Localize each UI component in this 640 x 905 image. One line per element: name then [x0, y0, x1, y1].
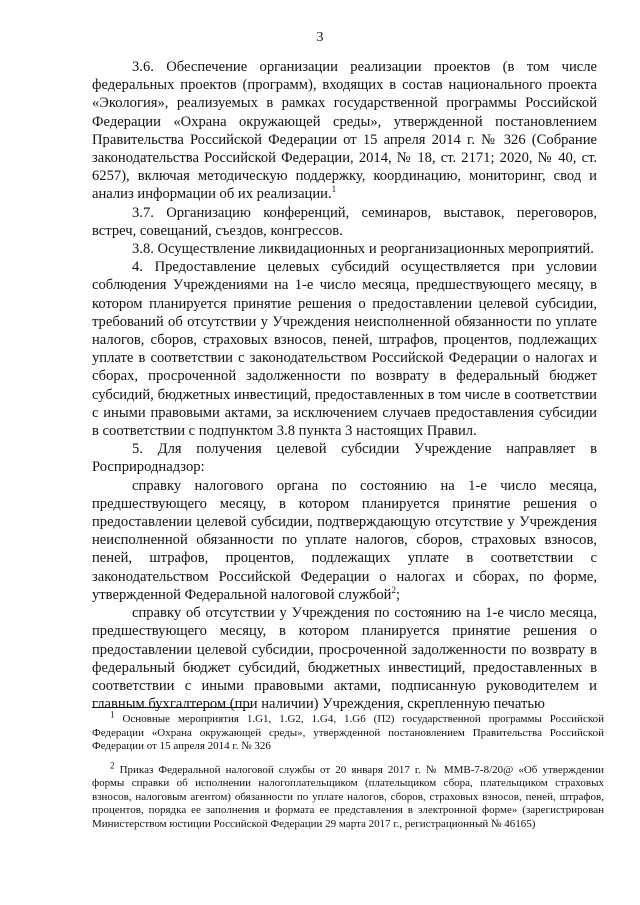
- footnote-1: [92, 709, 604, 754]
- footnote-ref: 1: [331, 184, 337, 195]
- footnote-text: Приказ Федеральной налоговой службы от 20 января 2017 г. № ММВ-7-8/20@ «Об утверждении формы справки об исполнении налогоплательщиком (плательщиком сбора, плательщиком страховых взносов, налоговым агентом) обязанности по уплате налогов, сборов, страховых взносов, пеней, штрафов, процентов, порядка ее заполнения и формата ее представления в электронной форме» (зарегистрирован Министерством юстиции Российской Федерации 29 марта 2017 г., регистрационный № 46165): [92, 763, 605, 830]
- paragraph-text: 4. Предоставление целевых субсидий осуществляется при условии соблюдения Учреждениями на 1-е число месяца, предшествующего месяцу, в котором планируется принятие решения о предоставлении целевой субсидии, требований об отсутствии у Учреждения неисполненной обязанности по уплате налогов, сборов, страховых взносов, пеней, штрафов, процентов, подлежащих уплате в соответствии с законодательством Российской Федерации о налогах и сборах, просроченной задолженности по возврату в федеральный бюджет субсидий, бюджетных инвестиций, предоставленных в том числе в соответствии с иными правовыми актами, за исключением случаев предоставления субсидии в соответствии с подпунктом 3.8 пункта 3 настоящих Правил.: [92, 259, 597, 440]
- body-text: [92, 58, 597, 713]
- paragraph-text: справку об отсутствии у Учреждения по состоянию на 1-е число месяца, предшествующего месяцу, в котором планируется принятие решения о предоставлении целевой субсидии, просроченной задолженности по возврату в федеральный бюджет субсидий, бюджетных инвестиций, предоставленных в соответствии с иными правовыми актами, подписанную руководителем и главным бухгалтером (при наличии) Учреждения, скрепленную печатью: [92, 605, 597, 713]
- paragraph-tail: ;: [396, 586, 401, 603]
- paragraph-4: [92, 258, 597, 440]
- paragraph-text: 3.8. Осуществление ликвидационных и реорганизационных мероприятий.: [132, 241, 594, 258]
- page-number: 3: [316, 30, 324, 45]
- paragraph-text: 5. Для получения целевой субсидии Учреждение направляет в Росприроднадзор:: [92, 441, 597, 476]
- paragraph-text: 3.6. Обеспечение организации реализации проектов (в том числе федеральных проектов (программ), входящих в состав национального проекта «Экология», реализуемых в рамках государственной программы Российской Федерации «Охрана окружающей среды», утвержденной постановлением Правительства Российской Федерации от 15 апреля 2014 г. № 326 (Собрание законодательства Российской Федерации, 2014, № 18, ст. 2171; 2020, № 40, ст. 6257), включая методическую поддержку, координацию, мониторинг, свод и анализ информации об их реализации.: [92, 59, 597, 203]
- paragraph-text: 3.7. Организацию конференций, семинаров, выставок, переговоров, встреч, совещаний, съездов, конгрессов.: [92, 204, 597, 239]
- footnotes: [92, 709, 605, 841]
- paragraph-3-8: [92, 240, 597, 258]
- paragraph-tax-certificate: [92, 477, 597, 604]
- footnote-text: Основные мероприятия 1.G1, 1.G2, 1.G4, 1.G6 (П2) государственной программы Российской Федерации «Охрана окружающей среды», утвержденной постановлением Правительства Российской Федерации от 15 апреля 2014 г. № 326: [92, 713, 604, 752]
- paragraph-debt-certificate: [92, 604, 597, 713]
- footnote-ref: 2: [391, 585, 396, 596]
- footnote-mark: 2: [110, 759, 115, 770]
- footnote-divider: [92, 707, 252, 708]
- paragraph-text: справку налогового органа по состоянию на 1-е число месяца, предшествующего месяцу, в котором планируется принятие решения о предоставлении целевой субсидии, подтверждающую отсутствие у Учреждения неисполненной обязанности по уплате налогов, сборов, страховых взносов, пеней, штрафов, процентов, подлежащих уплате в соответствии с законодательством Российской Федерации о налогах и сборах, по форме, утвержденной Федеральной налоговой службой: [92, 477, 597, 603]
- footnote-mark: 1: [110, 709, 115, 720]
- paragraph-3-7: [92, 204, 597, 240]
- paragraph-5: [92, 440, 597, 476]
- paragraph-3-6: [92, 58, 597, 204]
- footnote-2: [92, 759, 605, 832]
